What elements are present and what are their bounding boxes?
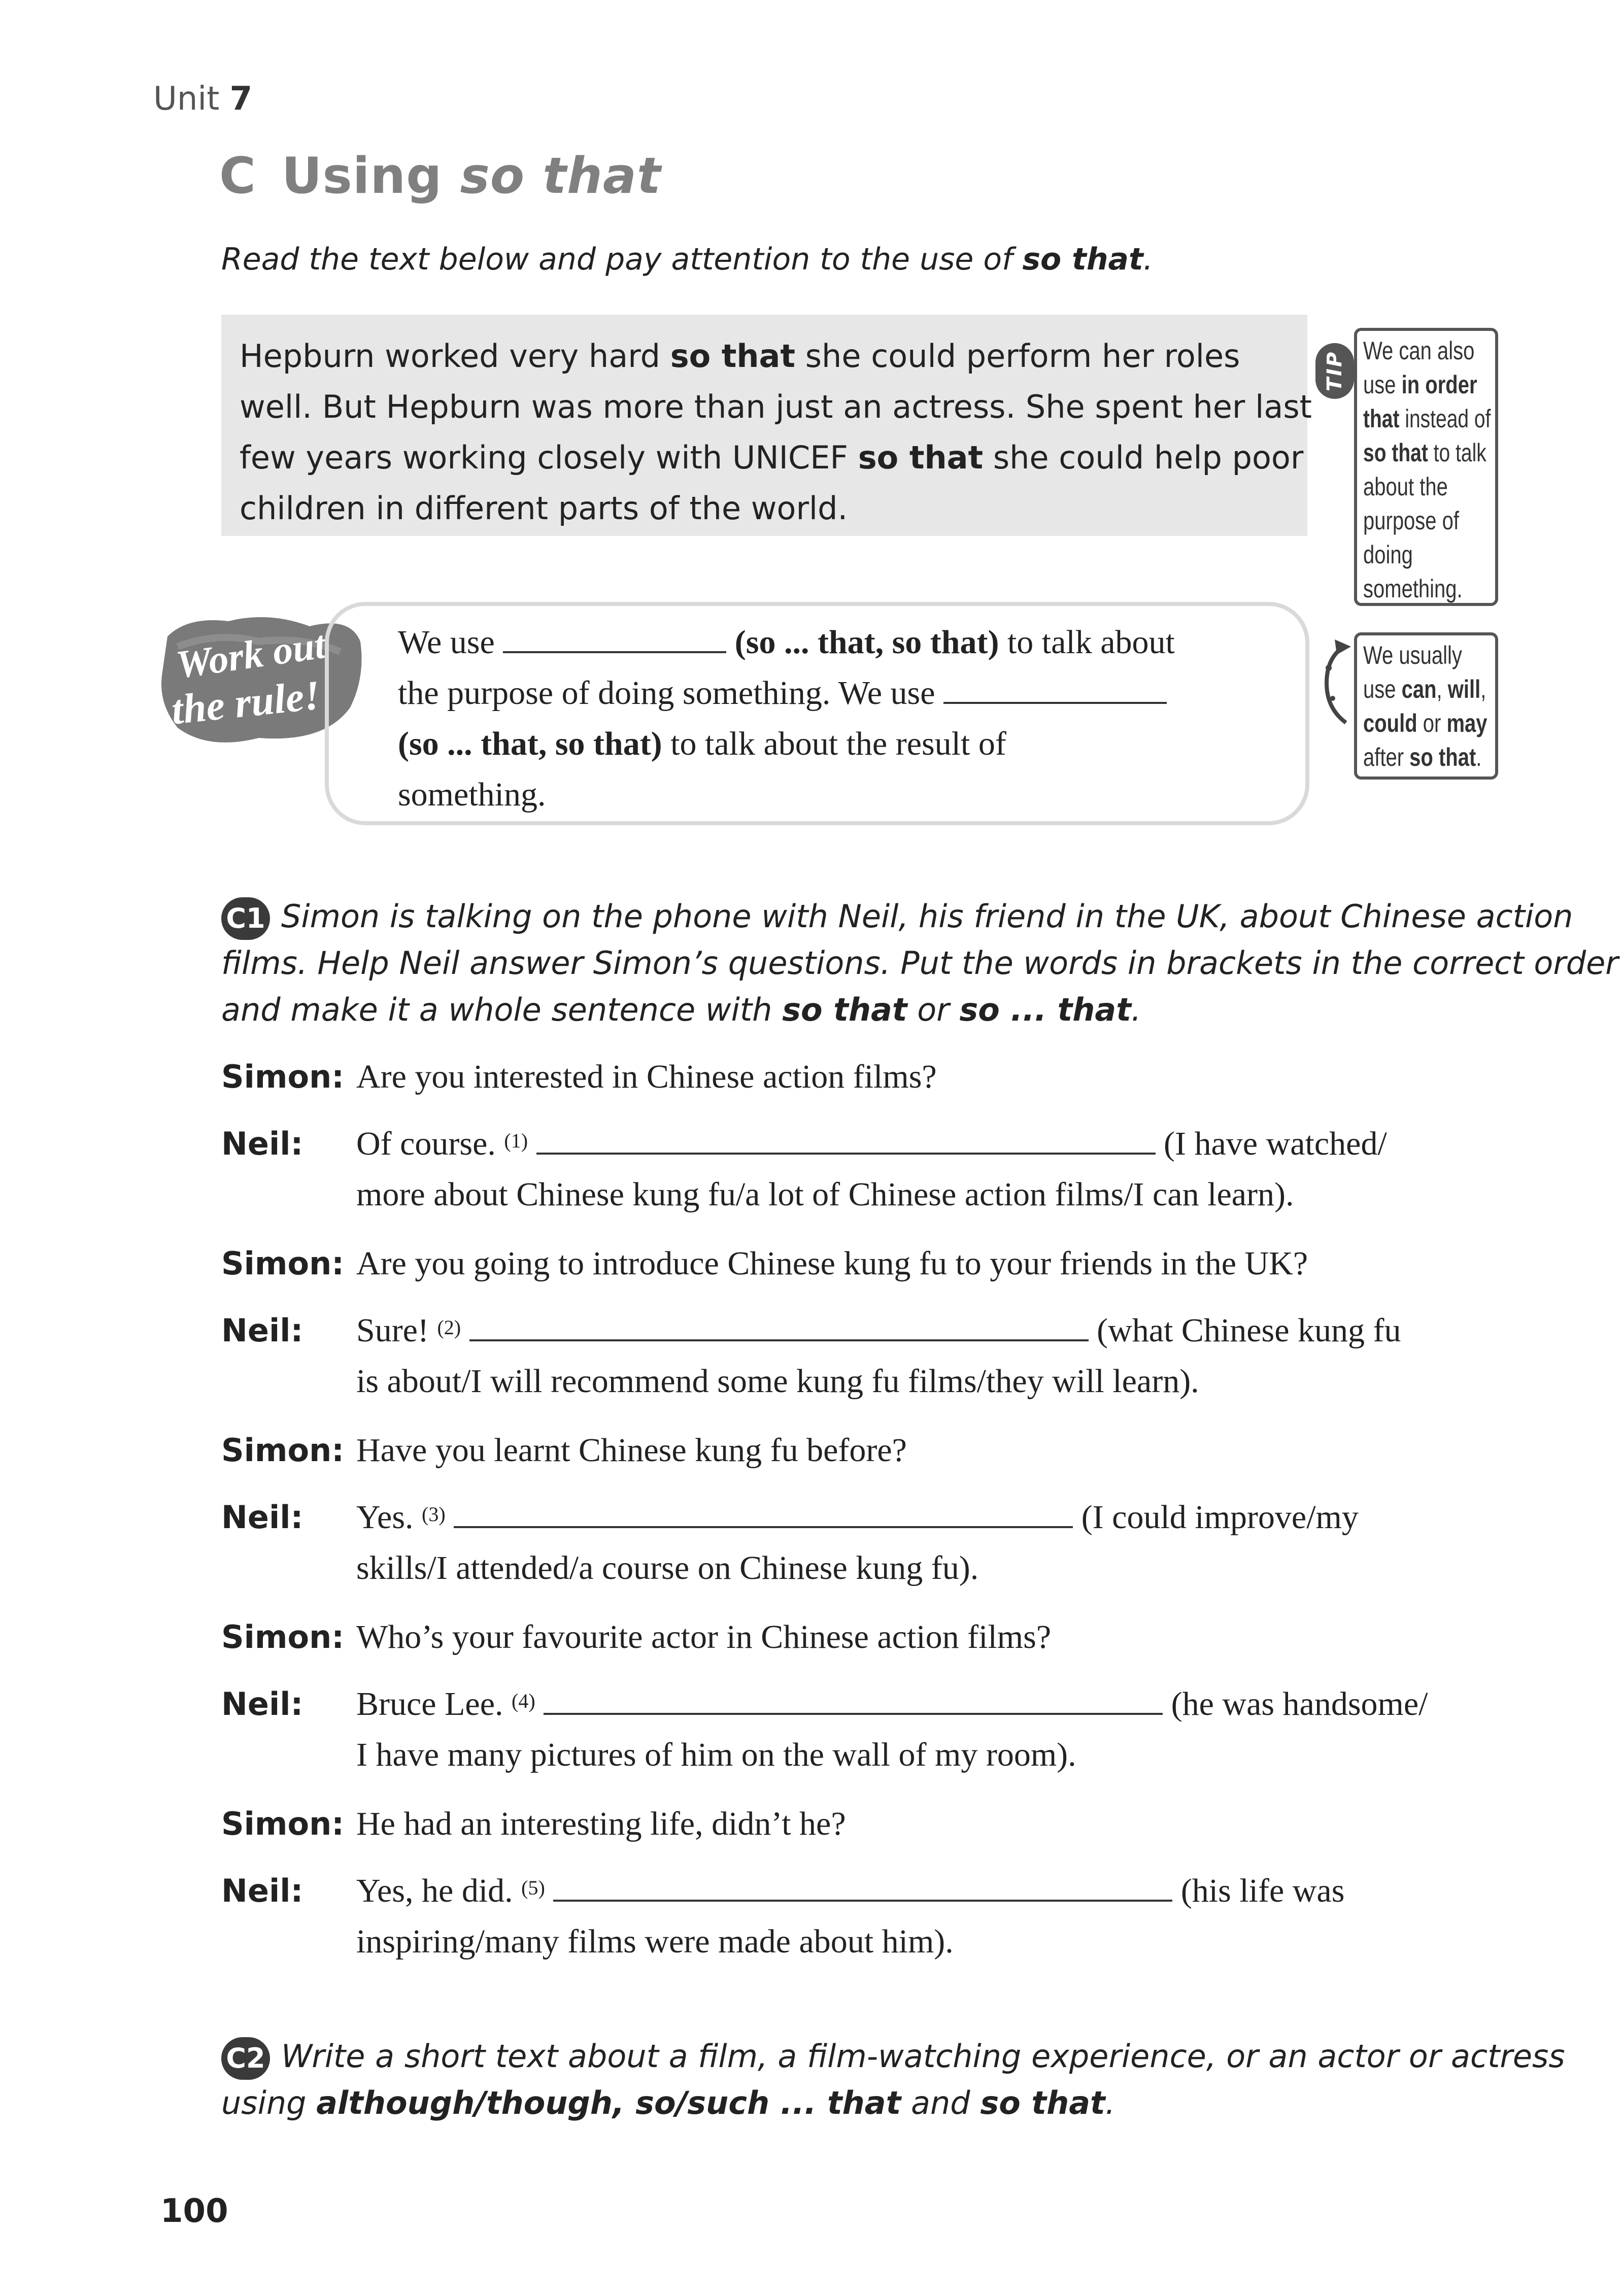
rule-blank-1[interactable] [503, 625, 726, 653]
reading-line: Hepburn worked very hard so that she could perform her roles [240, 337, 1240, 375]
tip-arrow-icon [1317, 637, 1353, 734]
intro-instruction: Read the text below and pay attention to the use of so that. [221, 242, 1153, 277]
answer-blank-1[interactable] [536, 1126, 1156, 1155]
answer-blank-4[interactable] [544, 1686, 1163, 1715]
stamp-line-1: Work out [173, 622, 328, 687]
rule-box [325, 602, 1309, 825]
reading-line: well. But Hepburn was more than just an actress. She spent her last [240, 388, 1312, 425]
reading-line: children in different parts of the world. [240, 490, 848, 527]
section-heading: C Using so that [219, 147, 661, 205]
answer-blank-2[interactable] [469, 1313, 1089, 1341]
reading-line: few years working closely with UNICEF so that she could help poor [240, 439, 1304, 476]
reading-passage [221, 315, 1312, 536]
tip-badge: TIP [1315, 343, 1354, 399]
unit-label: Unit 7 [153, 80, 253, 118]
rule-blank-2[interactable] [943, 676, 1167, 704]
section-letter: C [219, 147, 256, 205]
task-c1-instructions: C1 Simon is talking on the phone with Neil, his friend in the UK, about Chinese action films. Help Neil answer Simon’s questions. Put the words in brackets in the correct order and make it a whole sentence with so that or so ... that. [221, 898, 1618, 1028]
rule-line: the purpose of doing something. We use [398, 668, 1285, 719]
answer-blank-5[interactable] [553, 1873, 1172, 1902]
task-c2-instructions: C2 Write a short text about a film, a film-watching experience, or an actor or actress using although/though, so/such ... that and so that. [221, 2038, 1565, 2121]
tip-box-in-order-that: We can also use in order that instead of so that to talk about the purpose of doing something. [1354, 328, 1498, 606]
stamp-line-2: the rule! [169, 671, 323, 733]
page-number: 100 [160, 2192, 228, 2230]
unit-number: 7 [229, 80, 253, 118]
tip-box-modals: We usually use can, will, could or may after so that. [1354, 632, 1498, 780]
task-c1-badge: C1 [221, 897, 270, 940]
rule-line: something. [398, 776, 546, 813]
rule-line: We use (so ... that, so that) to talk about [398, 624, 1175, 661]
task-c2-badge: C2 [221, 2037, 270, 2080]
answer-blank-3[interactable] [454, 1500, 1073, 1528]
rule-line: (so ... that, so that) to talk about the result of [398, 725, 1006, 762]
